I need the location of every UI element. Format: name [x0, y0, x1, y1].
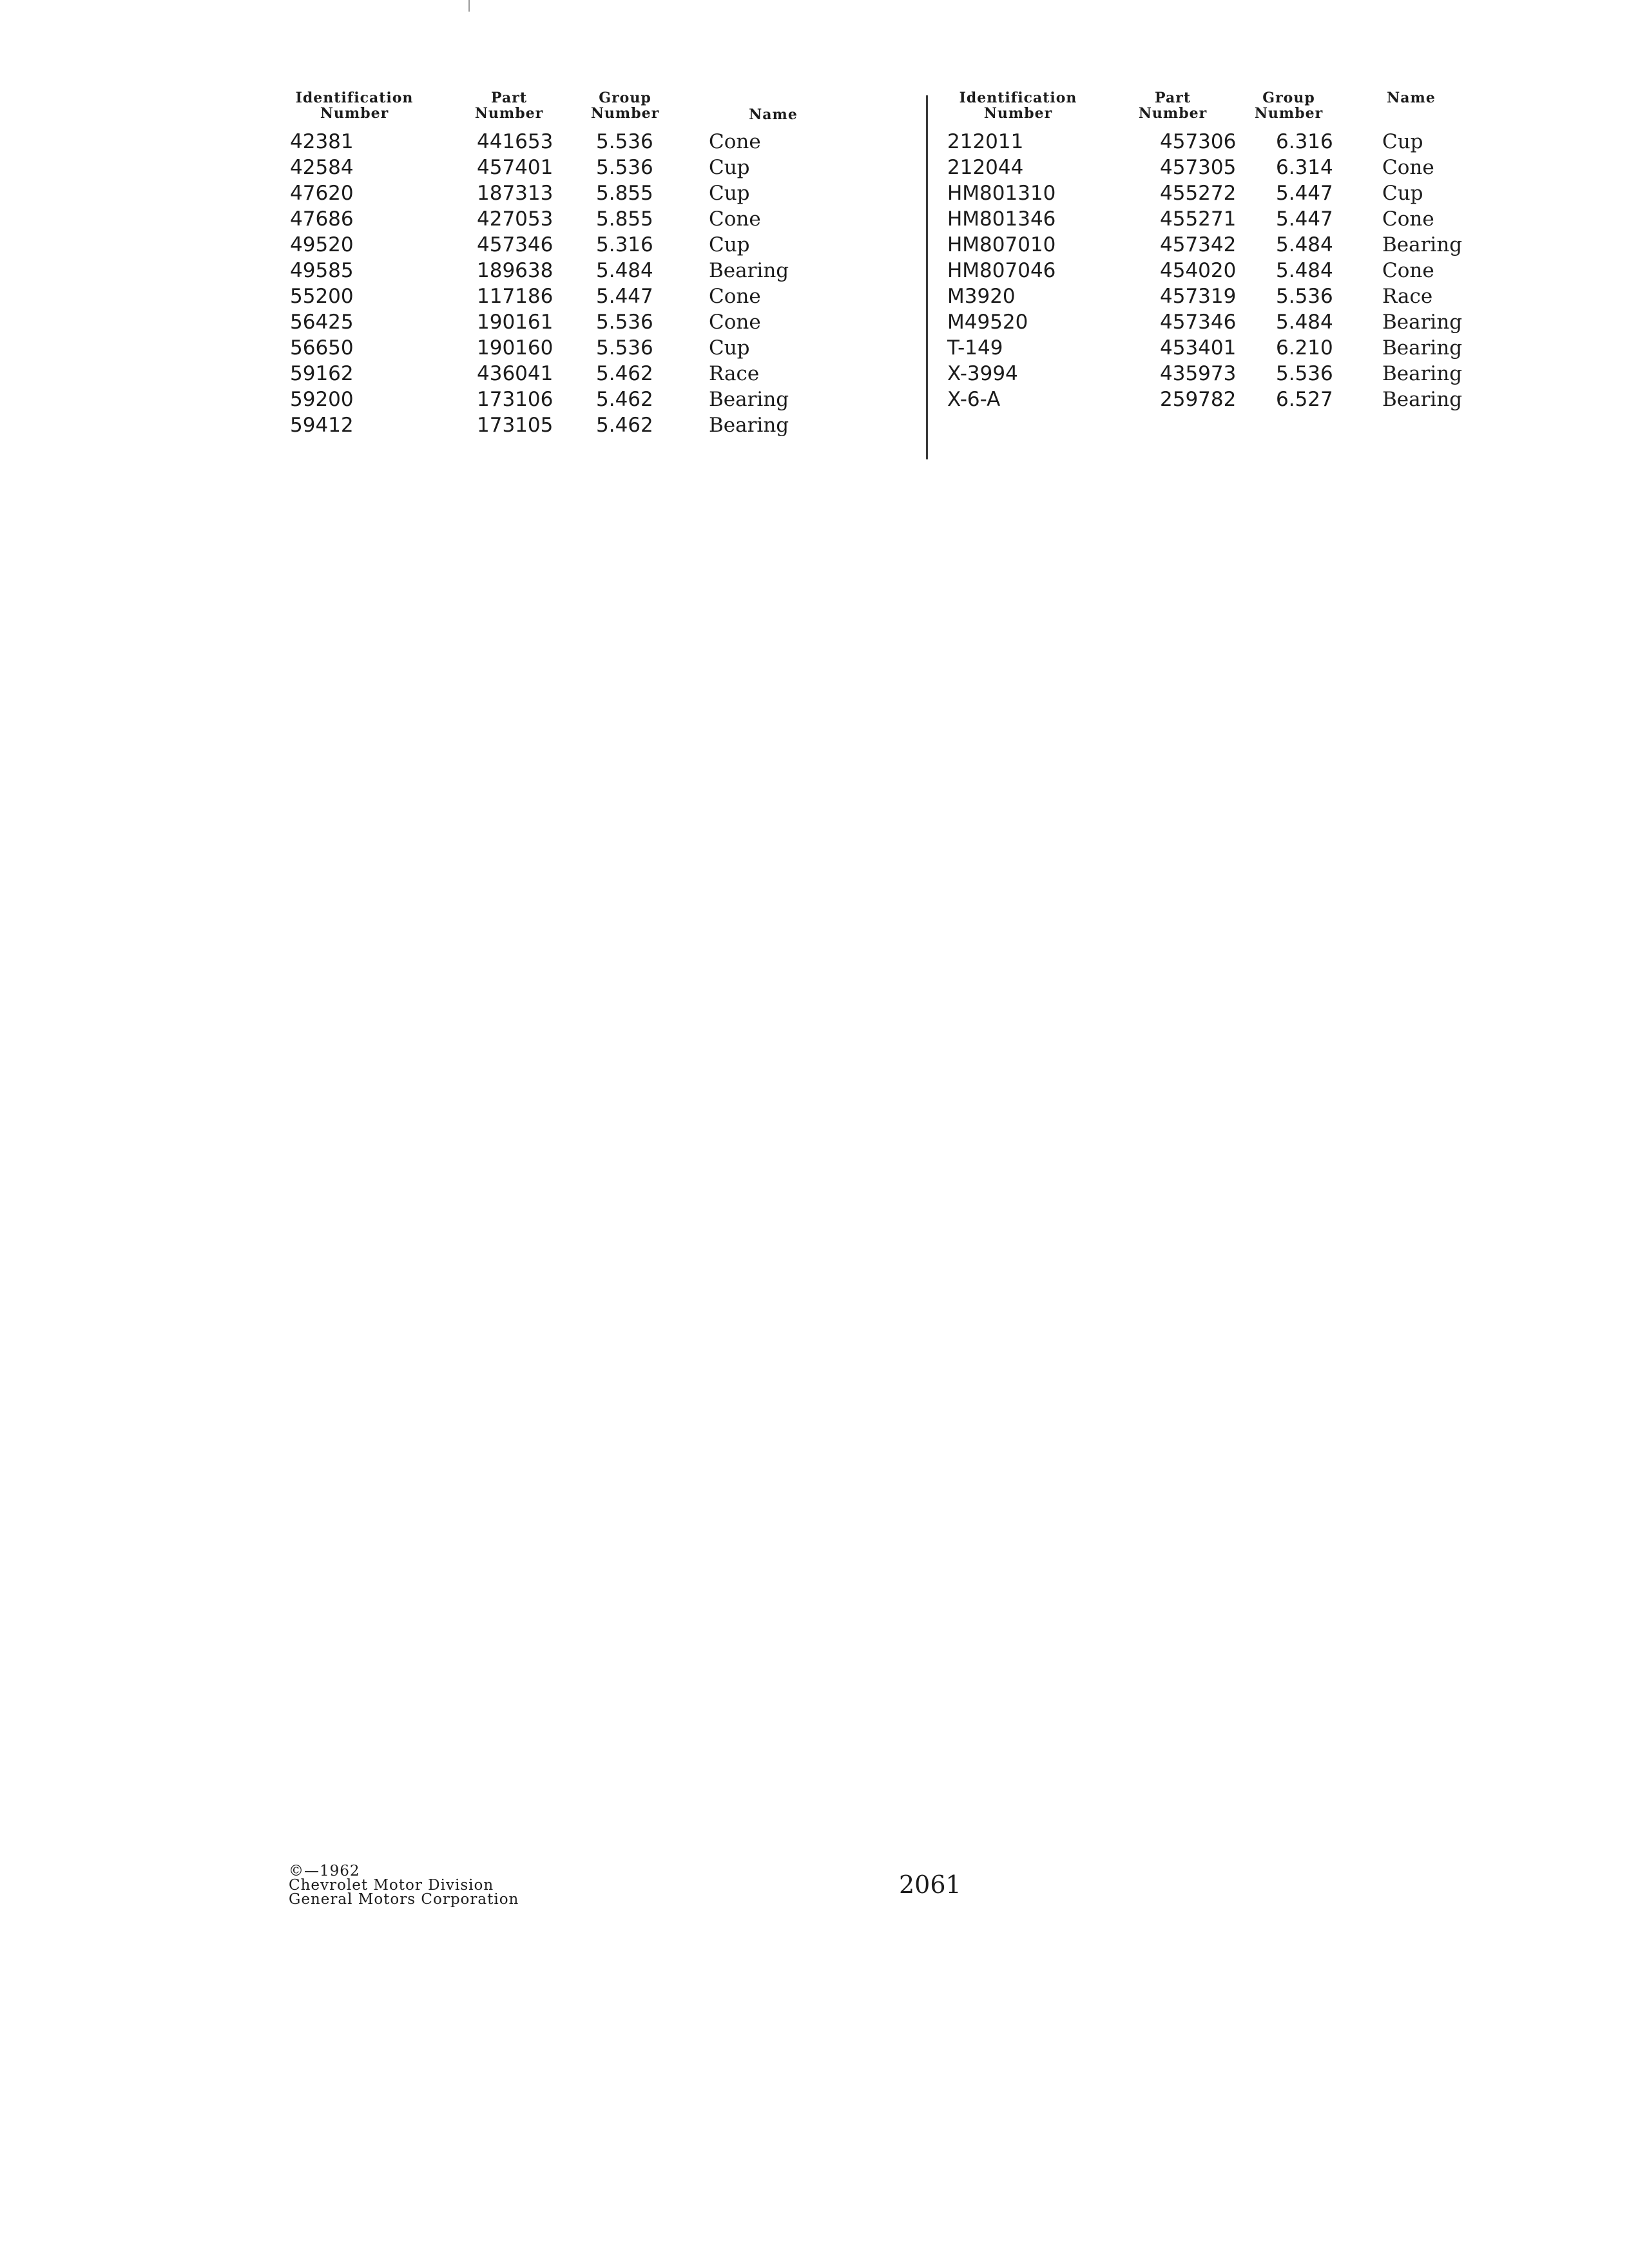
group-number-cell: 5.484: [1276, 233, 1333, 256]
group-number-cell: 5.536: [596, 130, 653, 153]
identification-number-cell: 42584: [290, 156, 354, 179]
identification-number-cell: M3920: [947, 285, 1016, 308]
table-row: [947, 206, 1482, 232]
name-cell: Cone: [1382, 207, 1434, 231]
part-number-cell: 441653: [477, 130, 554, 153]
identification-number-cell: HM801346: [947, 207, 1056, 231]
identification-number-cell: 42381: [290, 130, 354, 153]
table-row: [947, 335, 1482, 361]
group-number-cell: 5.316: [596, 233, 653, 256]
group-number-cell: 5.536: [1276, 285, 1333, 308]
part-number-cell: 187313: [477, 182, 554, 205]
header-part-number: Part Number: [474, 90, 544, 122]
identification-number-cell: X-3994: [947, 362, 1018, 385]
copyright-block: [289, 1864, 519, 1907]
name-cell: Race: [709, 362, 760, 385]
table-row: [284, 412, 818, 438]
part-number-cell: 427053: [477, 207, 554, 231]
group-number-cell: 6.527: [1276, 388, 1333, 411]
name-cell: Cone: [709, 285, 761, 308]
table-row: [284, 258, 818, 284]
identification-number-cell: 47686: [290, 207, 354, 231]
part-number-cell: 457346: [477, 233, 554, 256]
table-row: [284, 335, 818, 361]
name-cell: Cone: [709, 130, 761, 153]
identification-number-cell: 212011: [947, 130, 1024, 153]
group-number-cell: 5.484: [596, 259, 653, 282]
header-part-number: Part Number: [1138, 90, 1208, 122]
name-cell: Cone: [709, 311, 761, 334]
group-number-cell: 5.462: [596, 388, 653, 411]
part-number-cell: 190160: [477, 336, 554, 360]
group-number-cell: 5.855: [596, 182, 653, 205]
group-number-cell: 5.536: [596, 311, 653, 334]
identification-number-cell: 212044: [947, 156, 1024, 179]
name-cell: Bearing: [709, 388, 789, 411]
name-cell: Cup: [709, 233, 750, 256]
identification-number-cell: 49585: [290, 259, 354, 282]
identification-number-cell: 55200: [290, 285, 354, 308]
part-number-cell: 435973: [1160, 362, 1237, 385]
table-row: [947, 387, 1482, 412]
identification-number-cell: X-6-A: [947, 388, 1001, 411]
name-cell: Bearing: [1382, 336, 1463, 360]
table-row: [284, 155, 818, 180]
copyright-line: ©—1962: [289, 1863, 360, 1879]
table-row: [947, 232, 1482, 258]
name-cell: Bearing: [709, 414, 789, 437]
name-cell: Cup: [709, 336, 750, 360]
part-number-cell: 173106: [477, 388, 554, 411]
name-cell: Bearing: [709, 259, 789, 282]
part-number-cell: 457305: [1160, 156, 1237, 179]
header-group-number: Group Number: [1254, 90, 1324, 122]
name-cell: Cup: [709, 182, 750, 205]
group-number-cell: 5.536: [1276, 362, 1333, 385]
part-number-cell: 457401: [477, 156, 554, 179]
identification-number-cell: M49520: [947, 311, 1028, 334]
group-number-cell: 5.855: [596, 207, 653, 231]
table-row: [284, 361, 818, 387]
name-cell: Cup: [709, 156, 750, 179]
identification-number-cell: T-149: [947, 336, 1003, 360]
group-number-cell: 5.462: [596, 362, 653, 385]
table-row: [947, 309, 1482, 335]
division-line: Chevrolet Motor Division: [289, 1877, 494, 1894]
table-row: [947, 361, 1482, 387]
scan-mark: [468, 0, 470, 12]
group-number-cell: 6.316: [1276, 130, 1333, 153]
identification-number-cell: 47620: [290, 182, 354, 205]
group-number-cell: 5.484: [1276, 311, 1333, 334]
table-row: [284, 206, 818, 232]
part-number-cell: 436041: [477, 362, 554, 385]
header-name: Name: [1387, 90, 1436, 106]
corporation-line: General Motors Corporation: [289, 1891, 519, 1908]
name-cell: Cone: [1382, 156, 1434, 179]
group-number-cell: 5.536: [596, 156, 653, 179]
part-number-cell: 457346: [1160, 311, 1237, 334]
name-cell: Race: [1382, 285, 1433, 308]
name-cell: Cup: [1382, 182, 1423, 205]
header-identification-number: Identification Number: [295, 90, 414, 122]
group-number-cell: 5.484: [1276, 259, 1333, 282]
part-number-cell: 457306: [1160, 130, 1237, 153]
part-number-cell: 173105: [477, 414, 554, 437]
table-row: [947, 284, 1482, 309]
name-cell: Bearing: [1382, 311, 1463, 334]
table-row: [284, 284, 818, 309]
group-number-cell: 5.447: [1276, 207, 1333, 231]
part-number-cell: 190161: [477, 311, 554, 334]
identification-number-cell: HM801310: [947, 182, 1056, 205]
column-divider: [926, 95, 928, 459]
table-row: [284, 129, 818, 155]
name-cell: Bearing: [1382, 233, 1463, 256]
identification-number-cell: 56425: [290, 311, 354, 334]
table-row: [947, 155, 1482, 180]
name-cell: Bearing: [1382, 388, 1463, 411]
part-number-cell: 453401: [1160, 336, 1237, 360]
page-number: 2061: [899, 1870, 961, 1899]
identification-number-cell: 56650: [290, 336, 354, 360]
table-row: [284, 387, 818, 412]
part-number-cell: 454020: [1160, 259, 1237, 282]
header-group-number: Group Number: [590, 90, 660, 122]
table-row: [284, 232, 818, 258]
identification-number-cell: 59412: [290, 414, 354, 437]
name-cell: Cone: [709, 207, 761, 231]
identification-number-cell: HM807010: [947, 233, 1056, 256]
identification-number-cell: 59162: [290, 362, 354, 385]
identification-number-cell: 59200: [290, 388, 354, 411]
group-number-cell: 5.447: [596, 285, 653, 308]
header-identification-number: Identification Number: [959, 90, 1077, 122]
part-number-cell: 189638: [477, 259, 554, 282]
group-number-cell: 5.536: [596, 336, 653, 360]
identification-number-cell: HM807046: [947, 259, 1056, 282]
group-number-cell: 5.462: [596, 414, 653, 437]
name-cell: Cup: [1382, 130, 1423, 153]
name-cell: Bearing: [1382, 362, 1463, 385]
part-number-cell: 457342: [1160, 233, 1237, 256]
table-row: [947, 258, 1482, 284]
group-number-cell: 5.447: [1276, 182, 1333, 205]
table-row: [284, 309, 818, 335]
table-row: [284, 180, 818, 206]
name-cell: Cone: [1382, 259, 1434, 282]
identification-number-cell: 49520: [290, 233, 354, 256]
group-number-cell: 6.210: [1276, 336, 1333, 360]
part-number-cell: 455271: [1160, 207, 1237, 231]
table-row: [947, 129, 1482, 155]
group-number-cell: 6.314: [1276, 156, 1333, 179]
part-number-cell: 455272: [1160, 182, 1237, 205]
part-number-cell: 117186: [477, 285, 554, 308]
table-row: [947, 180, 1482, 206]
header-name: Name: [749, 106, 798, 123]
part-number-cell: 457319: [1160, 285, 1237, 308]
part-number-cell: 259782: [1160, 388, 1237, 411]
